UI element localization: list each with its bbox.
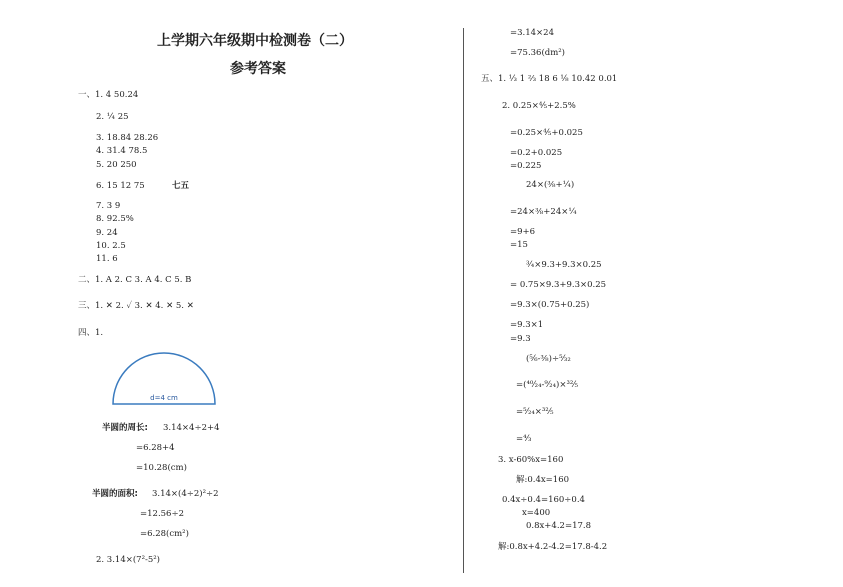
answer-line: =24×⅜+24×¼	[510, 207, 577, 217]
answer-line: =10.28(cm)	[136, 463, 187, 473]
answer-line: =6.28+4	[136, 443, 175, 453]
answer-line: ¾×9.3+9.3×0.25	[526, 260, 602, 270]
answer-line: (⅚-⅜)÷⁵⁄₃₂	[526, 354, 571, 364]
answer-line: =6.28(cm²)	[140, 529, 189, 539]
answer-line: 10. 2.5	[96, 241, 126, 251]
perimeter-label: 半圆的周长:	[102, 423, 148, 433]
answer-line: =75.36(dm²)	[510, 48, 565, 58]
answer-line: =9.3×(0.75+0.25)	[510, 300, 590, 310]
answer-line: 三、1. ✕ 2. ✓ 3. ✕ 4. ✕ 5. ✕	[78, 301, 194, 311]
answer-line: =9.3×1	[510, 320, 544, 330]
answer-line: 5. 20 250	[96, 160, 137, 170]
answer-line: 0.8x+4.2=17.8	[526, 521, 591, 531]
answer-line: =3.14×24	[510, 28, 554, 38]
answer-line: 七五	[172, 181, 190, 191]
answer-line: x=400	[522, 508, 551, 518]
answer-line: =(⁴⁰⁄₂₄-⁹⁄₂₄)×³²⁄₅	[516, 380, 579, 390]
answer-line: 2. 0.25×⅘+2.5%	[502, 101, 576, 111]
answer-line: =⁴⁄₃	[516, 434, 532, 444]
answer-line: 24×(⅜+¼)	[526, 180, 575, 190]
answer-line: 3. 18.84 28.26	[96, 133, 159, 143]
answer-line: =0.25×⅘+0.025	[510, 128, 583, 138]
answer-line: 3.14×4÷2+4	[163, 423, 220, 433]
area-label: 半圆的面积:	[92, 489, 138, 499]
answer-line: 4. 31.4 78.5	[96, 146, 148, 156]
semicircle-figure	[108, 346, 220, 410]
answer-line: =0.225	[510, 161, 542, 171]
answer-line: 五、1. ⅓ 1 ⅔ 18 6 ⅛ 10.42 0.01	[481, 74, 618, 84]
answer-line: =15	[510, 240, 528, 250]
answer-line: 二、1. A 2. C 3. A 4. C 5. B	[78, 275, 192, 285]
answer-line: =0.2+0.025	[510, 148, 563, 158]
answer-line: 2. 3.14×(7²-5²)	[96, 555, 160, 565]
answer-line: 9. 24	[96, 228, 118, 238]
page-subtitle: 参考答案	[230, 61, 286, 77]
answer-line: =12.56÷2	[140, 509, 184, 519]
answer-line: 0.4x÷0.4=160÷0.4	[502, 495, 585, 505]
page-title: 上学期六年级期中检测卷（二）	[157, 33, 353, 49]
answer-line: 8. 92.5%	[96, 214, 134, 224]
answer-line: 解:0.4x=160	[516, 475, 570, 485]
answer-line: 解:0.8x+4.2-4.2=17.8-4.2	[498, 542, 608, 552]
answer-line: 7. 3 9	[96, 201, 121, 211]
answer-line: 四、1.	[78, 328, 104, 338]
answer-line: =⁵⁄₂₄×³²⁄₅	[516, 407, 554, 417]
answer-line: =9.3	[510, 334, 531, 344]
answer-line: =9+6	[510, 227, 536, 237]
answer-line: 一、1. 4 50.24	[78, 90, 139, 100]
diameter-label: d=4 cm	[150, 394, 178, 402]
answer-line: 11. 6	[96, 254, 118, 264]
answer-line: = 0.75×9.3+9.3×0.25	[510, 280, 607, 290]
answer-line: 3. x-60%x=160	[498, 455, 564, 465]
answer-line: 2. ¼ 25	[96, 112, 129, 122]
answer-line: 6. 15 12 75	[96, 181, 145, 191]
column-divider	[463, 28, 464, 573]
answer-line: 3.14×(4÷2)²÷2	[152, 489, 219, 499]
